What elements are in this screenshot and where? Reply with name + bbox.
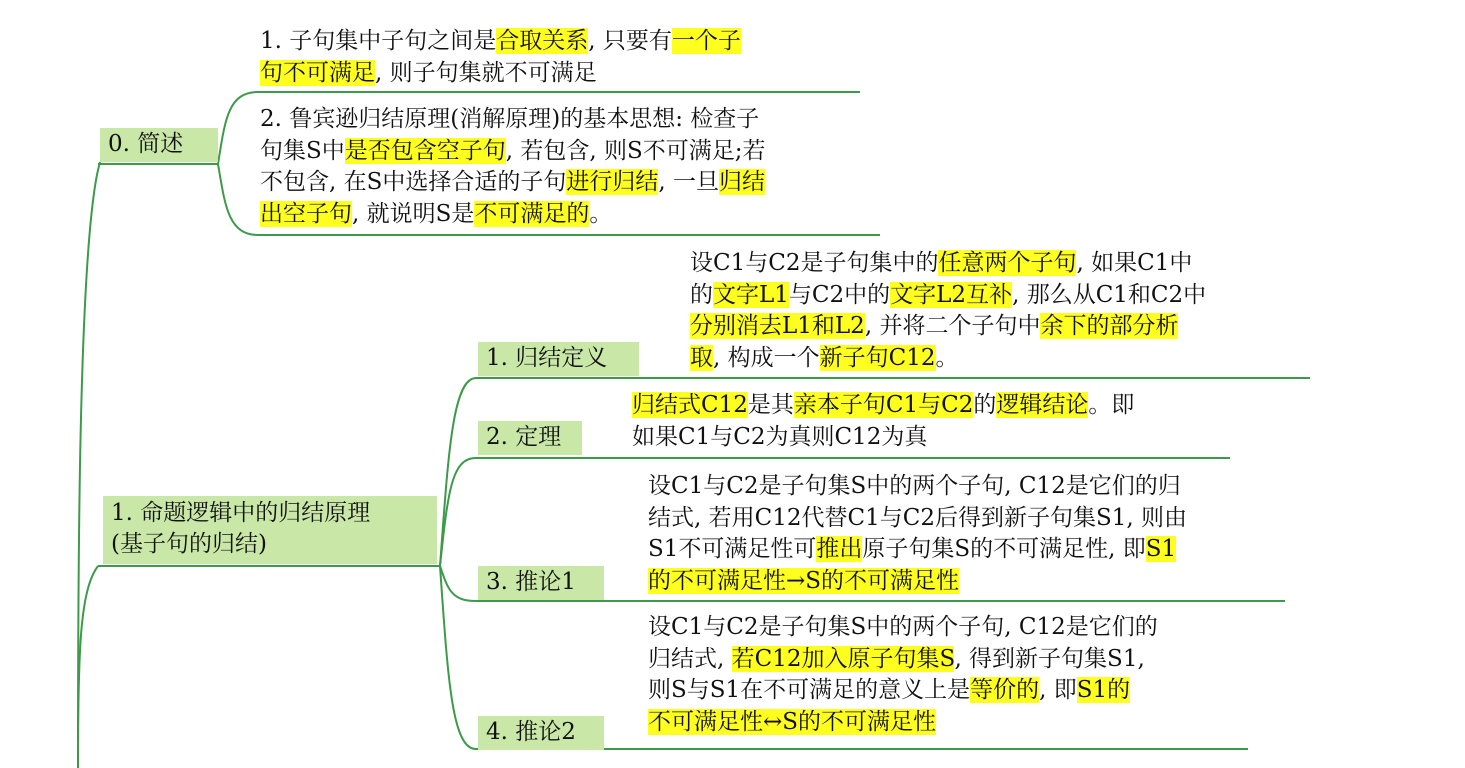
theorem-text: [632, 390, 1134, 453]
text-segment: 2. 鲁宾逊归结原理(消解原理)的基本思想: 检查子: [260, 106, 760, 132]
text-line: [632, 422, 1134, 454]
text-segment: S1不可满足性可: [648, 536, 817, 562]
highlighted-text: 推出: [816, 536, 863, 562]
highlighted-text: 一个子: [671, 28, 741, 54]
highlighted-text: 分别消去L1和L2: [690, 313, 865, 339]
highlighted-text: S1: [1145, 536, 1177, 562]
highlighted-text: 若C12加入原子句集S: [731, 645, 955, 672]
text-segment: 设C1与C2是子句集中的: [690, 250, 939, 276]
subtopic-corollary2-label[interactable]: 4. 推论2: [478, 716, 604, 750]
text-segment: 设C1与C2是子句集S中的两个子句, C12是它们的: [648, 614, 1158, 640]
text-line: [648, 566, 1187, 598]
highlighted-text: 合取关系: [496, 28, 589, 54]
text-segment: 。: [589, 200, 613, 227]
text-line: [690, 248, 1206, 280]
highlighted-text: 等价的: [970, 677, 1040, 703]
text-line: [690, 280, 1206, 312]
text-segment: , 即: [1039, 677, 1077, 703]
text-segment: , 只要有: [588, 28, 672, 54]
topic-resolution-subtitle: (基子句的归结): [111, 531, 267, 557]
highlighted-text: 逻辑结论: [996, 392, 1089, 418]
text-segment: 原子句集S的不可满足性, 即: [862, 536, 1146, 562]
text-segment: 。即: [1088, 392, 1135, 418]
subtopic-definition-label[interactable]: 1. 归结定义: [478, 342, 639, 376]
text-line: [260, 136, 766, 168]
definition-text: [690, 248, 1206, 374]
highlighted-text: 进行归结: [566, 169, 659, 195]
text-segment: 。: [935, 344, 959, 371]
text-segment: , 并将二个子句中: [864, 313, 1041, 339]
highlighted-text: 任意两个子句: [938, 250, 1077, 276]
text-segment: 句集S中: [260, 137, 345, 164]
text-line: [648, 471, 1187, 503]
text-line: [648, 612, 1158, 644]
text-segment: , 如果C1中: [1076, 250, 1193, 276]
text-segment: , 得到新子句集S1,: [954, 645, 1145, 672]
branch-resolution: [78, 566, 98, 768]
highlighted-text: S1的: [1076, 677, 1131, 703]
highlighted-text: 文字L1: [713, 281, 789, 308]
intro-point-2: [260, 104, 766, 230]
highlighted-text: 的不可满足性→S的不可满足性: [648, 567, 960, 594]
text-segment: 1. 子句集中子句之间是: [260, 28, 497, 54]
text-line: [648, 503, 1187, 535]
text-segment: , 构成一个: [713, 344, 820, 371]
intro-point-1: [260, 26, 741, 89]
highlighted-text: 句不可满足: [260, 59, 375, 86]
text-segment: 结式, 若用C12代替C1与C2后得到新子句集S1, 则由: [648, 504, 1187, 531]
text-line: [648, 644, 1158, 676]
highlighted-text: 归结: [719, 169, 766, 195]
highlighted-text: 不可满足性↔S的不可满足性: [648, 708, 937, 735]
highlighted-text: 归结式C12: [632, 392, 748, 418]
text-line: [260, 58, 741, 90]
text-segment: , 若包含, 则S不可满足;若: [505, 137, 766, 164]
text-segment: 则S与S1在不可满足的意义上是: [648, 677, 971, 703]
text-line: [690, 343, 1206, 375]
highlighted-text: 亲本子句C1与C2: [793, 392, 974, 418]
text-line: [690, 311, 1206, 343]
corollary2-text: [648, 612, 1158, 738]
text-segment: , 一旦: [658, 169, 720, 195]
text-line: [648, 707, 1158, 739]
text-segment: 设C1与C2是子句集S中的两个子句, C12是它们的归: [648, 473, 1181, 499]
highlighted-text: 出空子句: [260, 200, 352, 227]
highlighted-text: 余下的部分析: [1040, 313, 1179, 339]
text-segment: 的: [973, 392, 997, 418]
highlighted-text: 是否包含空子句: [344, 137, 506, 164]
text-segment: , 就说明S是: [352, 200, 475, 227]
highlighted-text: 不可满足的: [474, 200, 590, 227]
text-segment: , 那么从C1和C2中: [1012, 281, 1207, 308]
text-segment: 是其: [747, 392, 794, 418]
text-segment: 如果C1与C2为真则C12为真: [632, 423, 928, 450]
corollary1-text: [648, 471, 1187, 597]
topic-resolution-title: 1. 命题逻辑中的归结原理: [111, 500, 371, 526]
topic-intro-label[interactable]: 0. 简述: [100, 128, 218, 162]
text-segment: 与C2中的: [788, 281, 891, 308]
text-segment: , 则子句集就不可满足: [375, 59, 597, 86]
text-segment: 归结式,: [648, 645, 732, 672]
subtopic-corollary1-label[interactable]: 3. 推论1: [478, 566, 604, 600]
branch-intro: [78, 162, 100, 768]
topic-resolution-label[interactable]: [103, 496, 437, 564]
text-segment: 不包含, 在S中选择合适的子句: [260, 169, 567, 195]
text-line: [260, 199, 766, 231]
highlighted-text: 文字L2互补: [890, 281, 1013, 308]
text-line: [260, 26, 741, 58]
highlighted-text: 新子句C12: [819, 344, 936, 371]
highlighted-text: 取: [690, 344, 713, 371]
text-line: [648, 675, 1158, 707]
text-line: [648, 534, 1187, 566]
text-line: [632, 390, 1134, 422]
subtopic-theorem-label[interactable]: 2. 定理: [478, 421, 582, 455]
text-line: [260, 104, 766, 136]
text-line: [260, 167, 766, 199]
text-segment: 的: [690, 281, 713, 308]
